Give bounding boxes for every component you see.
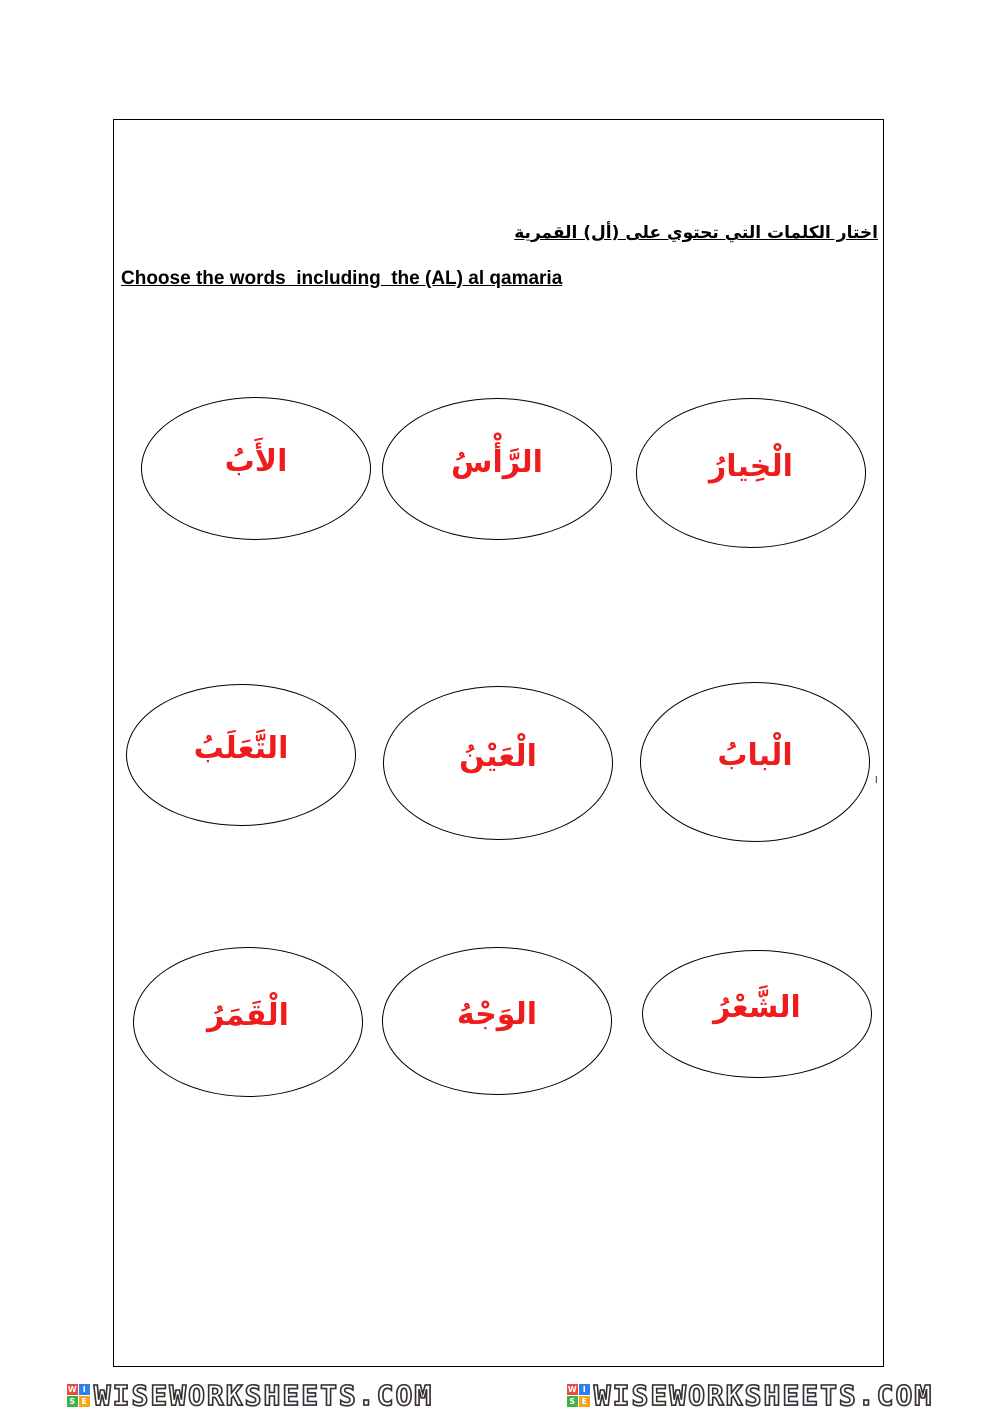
word-oval[interactable] xyxy=(133,947,363,1097)
word-label: الأَبُ xyxy=(224,444,288,479)
brand-watermark[interactable] xyxy=(67,1379,433,1412)
word-oval[interactable] xyxy=(640,682,870,842)
brand-text: WISEWORKSHEETS.COM xyxy=(93,1379,434,1412)
word-oval[interactable] xyxy=(141,397,371,540)
instruction-english: Choose the words including the (AL) al qamaria xyxy=(121,268,563,289)
word-oval[interactable] xyxy=(383,686,613,840)
word-label: التَّعَلَبُ xyxy=(193,730,289,766)
word-oval[interactable] xyxy=(642,950,872,1078)
word-oval[interactable] xyxy=(382,398,612,540)
word-label: الوَجْهُ xyxy=(456,996,538,1032)
brand-text: WISEWORKSHEETS.COM xyxy=(593,1379,934,1412)
footer-watermark xyxy=(0,1378,1000,1413)
stray-mark: ا xyxy=(875,776,878,786)
word-label: الشَّعْرُ xyxy=(713,989,801,1025)
word-oval[interactable] xyxy=(636,398,866,548)
instruction-arabic: اختار الكلمات التي تحتوي على (أل) القمرية xyxy=(514,223,878,243)
word-label: الْبابُ xyxy=(717,737,793,773)
word-oval[interactable] xyxy=(126,684,356,826)
brand-logo-icon: W I S E xyxy=(67,1384,90,1407)
word-label: الْخِيارُ xyxy=(709,448,793,484)
word-label: الرَّأْسُ xyxy=(451,444,543,480)
brand-logo-icon: W I S E xyxy=(567,1384,590,1407)
word-label: الْقَمَرُ xyxy=(207,997,289,1033)
word-label: الْعَيْنُ xyxy=(459,738,537,774)
word-oval[interactable] xyxy=(382,947,612,1095)
brand-watermark[interactable] xyxy=(567,1379,933,1412)
